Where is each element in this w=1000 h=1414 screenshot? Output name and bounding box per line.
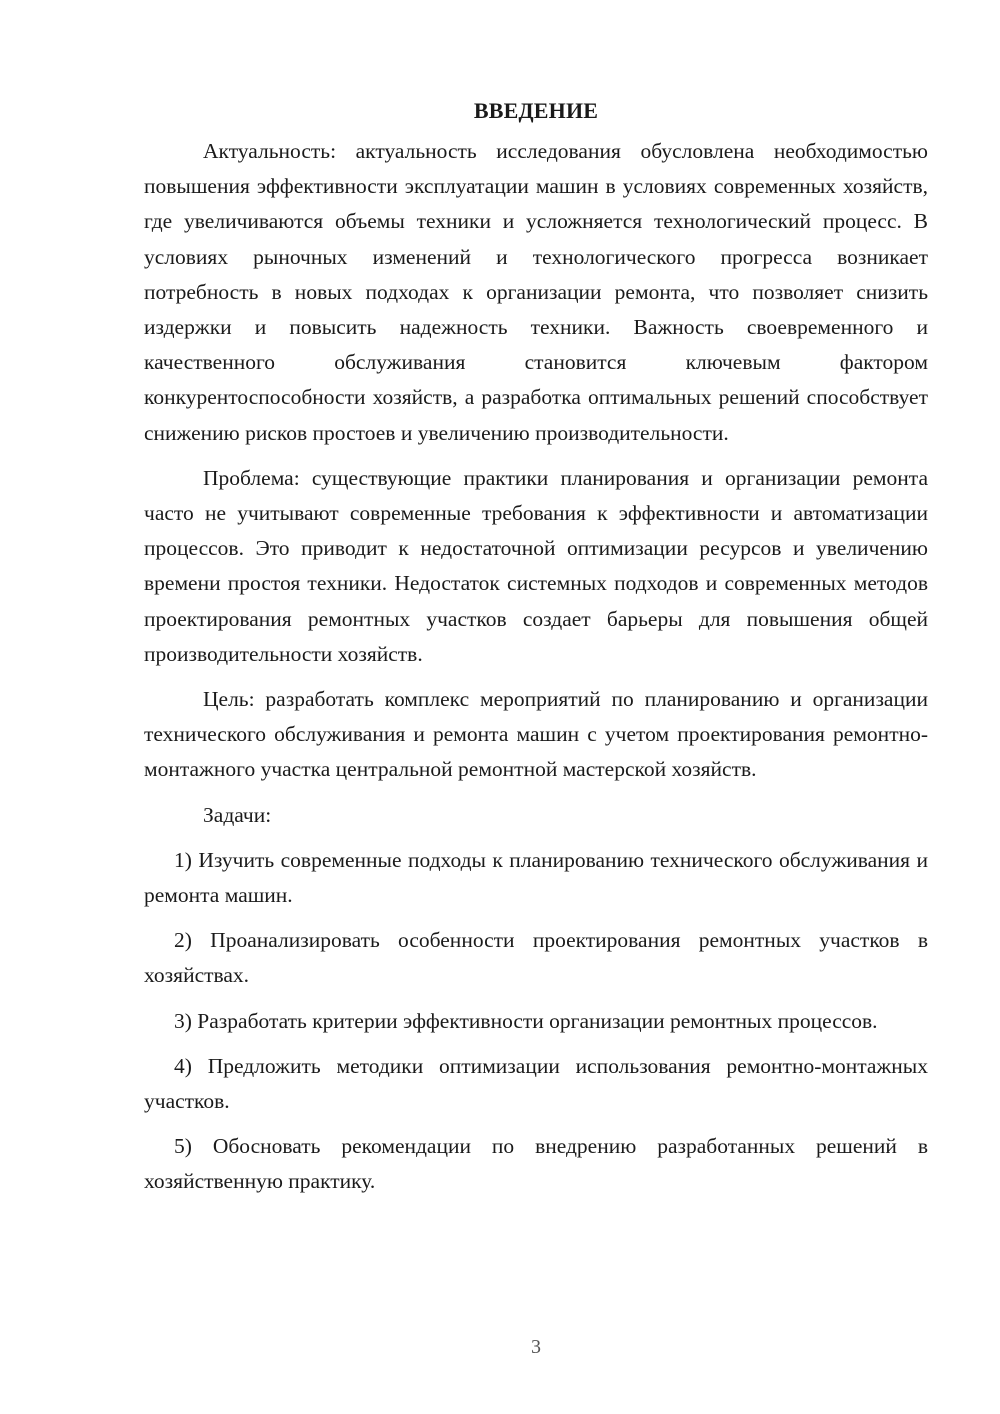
task-item-1: 1) Изучить современные подходы к планированию технического обслуживания и ремонта машин.	[144, 847, 928, 908]
paragraph-goal: Цель: разработать комплекс мероприятий по планированию и организации технического обслуживания и ремонта машин с учетом проектирования ремонтно-монтажного участка центральной ремонтной мастерской хозяйств.	[144, 687, 928, 782]
task-item-2: 2) Проанализировать особенности проектирования ремонтных участков в хозяйствах.	[144, 928, 928, 988]
page-content	[144, 93, 928, 1210]
page-number: 3	[531, 1336, 541, 1358]
task-item-5: 5) Обосновать рекомендации по внедрению разработанных решений в хозяйственную практику.	[144, 1134, 928, 1194]
task-item-4: 4) Предложить методики оптимизации использования ремонтно-монтажных участков.	[144, 1053, 928, 1114]
paragraph-problem: Проблема: существующие практики планирования и организации ремонта часто не учитывают современные требования к эффективности и автоматизации процессов. Это приводит к недостаточной оптимизации ресурсов и увеличению времени простоя техники. Недостаток системных подходов и современных методов проектирования ремонтных участков создает барьеры для повышения общей производительности хозяйств.	[144, 465, 928, 666]
tasks-heading: Задачи:	[203, 802, 272, 827]
paragraph-relevance: Актуальность: актуальность исследования обусловлена необходимостью повышения эффективности эксплуатации машин в условиях современных хозяйств, где увеличиваются объемы техники и усложняется технологический процесс. В условиях рыночных изменений и технологического прогресса возникает потребность в новых подходах к организации ремонта, что позволяет снизить издержки и повысить надежность техники. Важность своевременного и качественного обслуживания становится ключевым фактором конкурентоспособности хозяйств, а разработка оптимальных решений способствует снижению рисков простоев и увеличению производительности.	[144, 139, 928, 445]
task-item-3: 3) Разработать критерии эффективности организации ремонтных процессов.	[174, 1008, 878, 1033]
page-title: ВВЕДЕНИЕ	[473, 98, 599, 123]
